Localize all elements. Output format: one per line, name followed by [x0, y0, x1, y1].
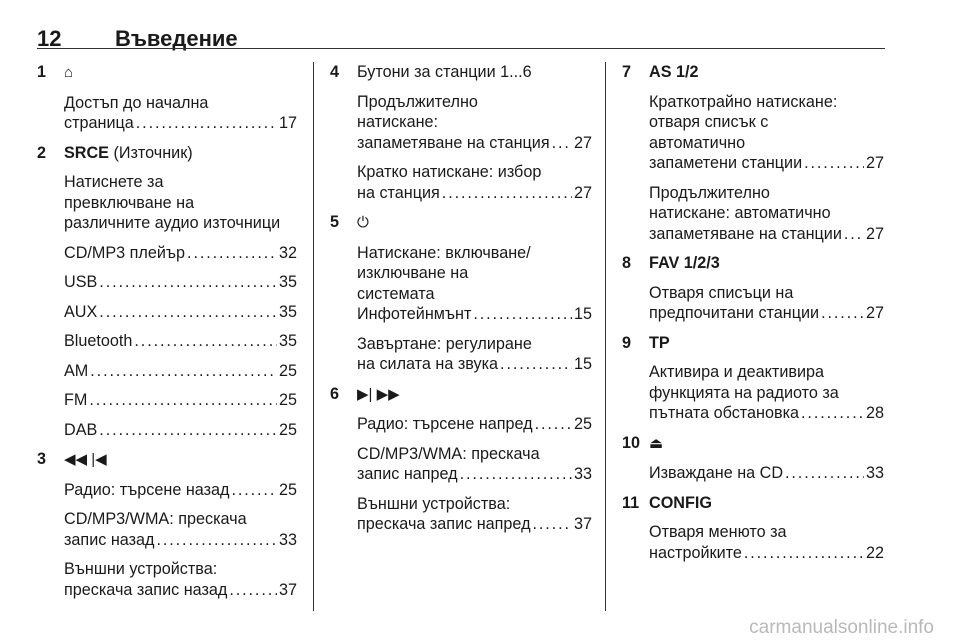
page-reference: 27 [865, 224, 884, 243]
page-reference: 27 [865, 304, 884, 322]
watermark: carmanualsonline.info [749, 617, 934, 638]
header-rule [37, 48, 885, 49]
leader-dots [785, 463, 864, 484]
entry [64, 272, 297, 293]
entry-text: Продължително [649, 183, 770, 202]
item-title-text: FAV 1/2/3 [649, 254, 720, 272]
item-title [357, 62, 592, 83]
page-reference: 15 [573, 305, 592, 323]
entry-text: на станция [357, 183, 440, 202]
entry-text: Активира и деактивира [649, 363, 825, 381]
leader-dots [229, 580, 277, 601]
entry-text: запис назад [64, 530, 155, 549]
entry [649, 92, 884, 174]
leader-dots [89, 390, 277, 411]
entry-text: отваря списък с [649, 113, 769, 131]
leader-dots [231, 480, 277, 501]
entry-text: Радио: търсене напред [357, 415, 533, 433]
page-reference: 17 [278, 114, 297, 132]
entry [64, 420, 297, 441]
entry-line-with-page [64, 361, 297, 382]
entry-line-with-page [64, 390, 297, 411]
entry-text: превключване на [64, 193, 195, 212]
page-reference: 37 [573, 515, 592, 533]
leader-dots [804, 153, 864, 174]
entry-line-with-page [649, 403, 884, 424]
entry [64, 93, 297, 134]
entry [649, 522, 884, 563]
entry [64, 331, 297, 352]
entry-text: USB [64, 273, 98, 291]
button-symbol-icon: ⌂ [64, 64, 74, 81]
entry-line-with-page [64, 580, 297, 601]
item-title [649, 253, 884, 274]
page-reference: 25 [278, 361, 297, 380]
page-reference: 33 [278, 530, 297, 549]
entry-text: системата [357, 284, 435, 303]
leader-dots [552, 133, 572, 154]
item-title-text: Бутони за станции 1...6 [357, 63, 532, 81]
item-number: 8 [622, 254, 632, 272]
leader-dots [500, 354, 572, 375]
entry [64, 361, 297, 382]
entry-text: Външни устройства: [357, 494, 511, 513]
entry-line-with-page [357, 354, 592, 375]
entry-line-with-page [357, 304, 592, 325]
entry-text: CD/MP3 плейър [64, 243, 186, 262]
entry-line-with-page [357, 514, 592, 535]
entry-line-with-page [64, 480, 297, 501]
entry-text: Отваря менюто за [649, 523, 787, 541]
entry-line-with-page [64, 331, 297, 352]
page-reference: 27 [573, 183, 592, 202]
entry-text: предпочитани станции [649, 304, 820, 322]
entry-text: DAB [64, 420, 98, 439]
item-3 [37, 449, 297, 600]
item-number: 9 [622, 333, 632, 352]
entry-text: CD/MP3/WMA: прескача [64, 510, 247, 528]
entry-text: прескача запис назад [64, 580, 228, 599]
page-reference: 15 [573, 355, 592, 373]
page-title: Въведение [115, 26, 238, 51]
item-number: 5 [330, 213, 340, 231]
entry [649, 463, 884, 484]
page-reference: 22 [865, 543, 884, 562]
leader-dots [99, 272, 277, 293]
entry [64, 390, 297, 411]
entry-text: Отваря списъци на [649, 283, 794, 302]
entry-line-with-page [64, 420, 297, 441]
entry-text: прескача запис напред [357, 515, 531, 533]
entry-text: AUX [64, 302, 98, 321]
button-symbol-icon: ⏏ [649, 434, 664, 452]
entry-line-with-page [649, 224, 884, 245]
item-6 [330, 384, 592, 535]
entry-text: натискане: автоматично [649, 204, 831, 222]
entry-line-with-page [64, 530, 297, 551]
item-title-text: AS 1/2 [649, 63, 699, 81]
column-2 [330, 62, 592, 535]
page-reference: 37 [278, 580, 297, 599]
entry [64, 302, 297, 323]
entry-text: запаметяване на станция [357, 133, 550, 152]
entry [649, 183, 884, 245]
item-title [64, 143, 297, 164]
entry [64, 480, 297, 501]
page-reference: 32 [278, 243, 297, 262]
entry [64, 559, 297, 600]
page-reference: 27 [865, 154, 884, 172]
page-reference: 25 [278, 420, 297, 439]
entry-text: Инфотейнмънт [357, 305, 472, 323]
page-reference: 25 [278, 480, 297, 499]
entry-line-with-page [64, 113, 297, 134]
leader-dots [90, 361, 277, 382]
entry-text: Продължително [357, 92, 478, 111]
entry-line-with-page [64, 302, 297, 323]
column-divider-2 [605, 62, 606, 611]
page-reference: 33 [865, 464, 884, 482]
button-symbol-icon: ◀◀ |◀ [64, 451, 107, 468]
entry-text: AM [64, 361, 89, 380]
leader-dots [99, 420, 277, 441]
leader-dots [533, 514, 572, 535]
item-number: 11 [622, 493, 640, 512]
column-1 [37, 62, 297, 600]
entry-text: страница [64, 114, 134, 132]
entry-line-with-page [357, 414, 592, 435]
item-number: 6 [330, 384, 340, 403]
item-2 [37, 143, 297, 441]
page-reference: 33 [573, 465, 592, 483]
entry-text: на силата на звука [357, 355, 499, 373]
entry-text: Радио: търсене назад [64, 480, 230, 499]
leader-dots [187, 243, 277, 264]
item-8 [622, 253, 884, 324]
item-title [649, 62, 884, 83]
page-reference: 35 [278, 273, 297, 291]
entry-text: Натискане: включване/ [357, 243, 531, 262]
entry [357, 92, 592, 154]
entry [64, 172, 297, 234]
button-symbol-icon: ▶| ▶▶ [357, 385, 400, 403]
leader-dots [844, 224, 864, 245]
leader-dots [136, 113, 277, 134]
entry-text: настройките [649, 543, 742, 562]
item-title [649, 433, 884, 455]
leader-dots [535, 414, 572, 435]
page-reference: 35 [278, 302, 297, 321]
item-number: 2 [37, 143, 47, 162]
item-title-text: TP [649, 333, 670, 352]
item-number: 1 [37, 63, 47, 81]
entry-line-with-page [64, 243, 297, 264]
entry-line-with-page [649, 303, 884, 324]
item-title [357, 384, 592, 406]
item-title [64, 62, 297, 84]
entry-line-with-page [357, 183, 592, 204]
leader-dots [156, 530, 277, 551]
entry-text: Достъп до начална [64, 93, 209, 112]
leader-dots [442, 183, 572, 204]
item-1 [37, 62, 297, 134]
entry-text: Краткотрайно натискане: [649, 92, 838, 111]
entry [357, 444, 592, 485]
item-number: 3 [37, 450, 47, 468]
entry-line-with-page [649, 153, 884, 174]
entry-text: Завъртане: регулиране [357, 334, 532, 353]
leader-dots [134, 331, 277, 352]
item-title-text: CONFIG [649, 493, 712, 512]
entry-text: Bluetooth [64, 332, 133, 350]
page-reference: 35 [278, 332, 297, 350]
item-title [649, 493, 884, 514]
entry [357, 243, 592, 325]
entry-text: изключване на [357, 264, 469, 282]
column-divider-1 [313, 62, 314, 611]
entry-text: запаметени станции [649, 154, 803, 172]
item-number: 4 [330, 63, 340, 81]
leader-dots [744, 543, 864, 564]
entry-text: CD/MP3/WMA: прескача [357, 444, 540, 463]
item-number: 7 [622, 63, 632, 81]
item-11 [622, 493, 884, 564]
entry [357, 494, 592, 535]
entry [357, 334, 592, 375]
item-number: 10 [622, 433, 641, 452]
column-3 [622, 62, 884, 563]
leader-dots [473, 304, 572, 325]
entry-line-with-page [64, 272, 297, 293]
item-title [357, 212, 592, 234]
entry-line-with-page [649, 543, 884, 564]
entry [357, 162, 592, 203]
entry-text: Кратко натискане: избор [357, 163, 542, 181]
item-4 [330, 62, 592, 203]
leader-dots [821, 303, 864, 324]
item-title [649, 333, 884, 354]
entry [64, 509, 297, 550]
item-7 [622, 62, 884, 244]
entry-text: функцията на радиото за [649, 383, 839, 402]
entry-text: автоматично [649, 133, 746, 152]
item-title [64, 449, 297, 471]
entry [64, 243, 297, 264]
button-symbol-icon: ⏻ [357, 214, 369, 231]
page-reference: 25 [573, 415, 592, 433]
entry-text: FM [64, 391, 88, 409]
entry [649, 283, 884, 324]
entry-text: запис напред [357, 465, 458, 483]
item-title-text: SRCE [64, 143, 109, 162]
entry-text: пътната обстановка [649, 404, 800, 422]
entry-line-with-page [649, 463, 884, 484]
entry-text: Външни устройства: [64, 560, 218, 578]
entry-line-with-page [357, 133, 592, 154]
item-5 [330, 212, 592, 375]
entry-text: различните аудио източници [64, 214, 281, 232]
page-reference: 27 [573, 133, 592, 152]
entry-text: запаметяване на станции [649, 224, 842, 243]
page-reference: 28 [865, 404, 884, 422]
item-9 [622, 333, 884, 424]
entry [649, 362, 884, 424]
entry-text: Натиснете за [64, 173, 164, 191]
entry [357, 414, 592, 435]
page-reference: 25 [278, 391, 297, 409]
entry-text: натискане: [357, 113, 439, 131]
item-title-extra: (Източник) [108, 143, 193, 162]
leader-dots [99, 302, 277, 323]
entry-text: Изваждане на CD [649, 464, 784, 482]
leader-dots [801, 403, 864, 424]
page-number: 12 [37, 26, 62, 51]
leader-dots [460, 464, 572, 485]
entry-line-with-page [357, 464, 592, 485]
item-10 [622, 433, 884, 484]
